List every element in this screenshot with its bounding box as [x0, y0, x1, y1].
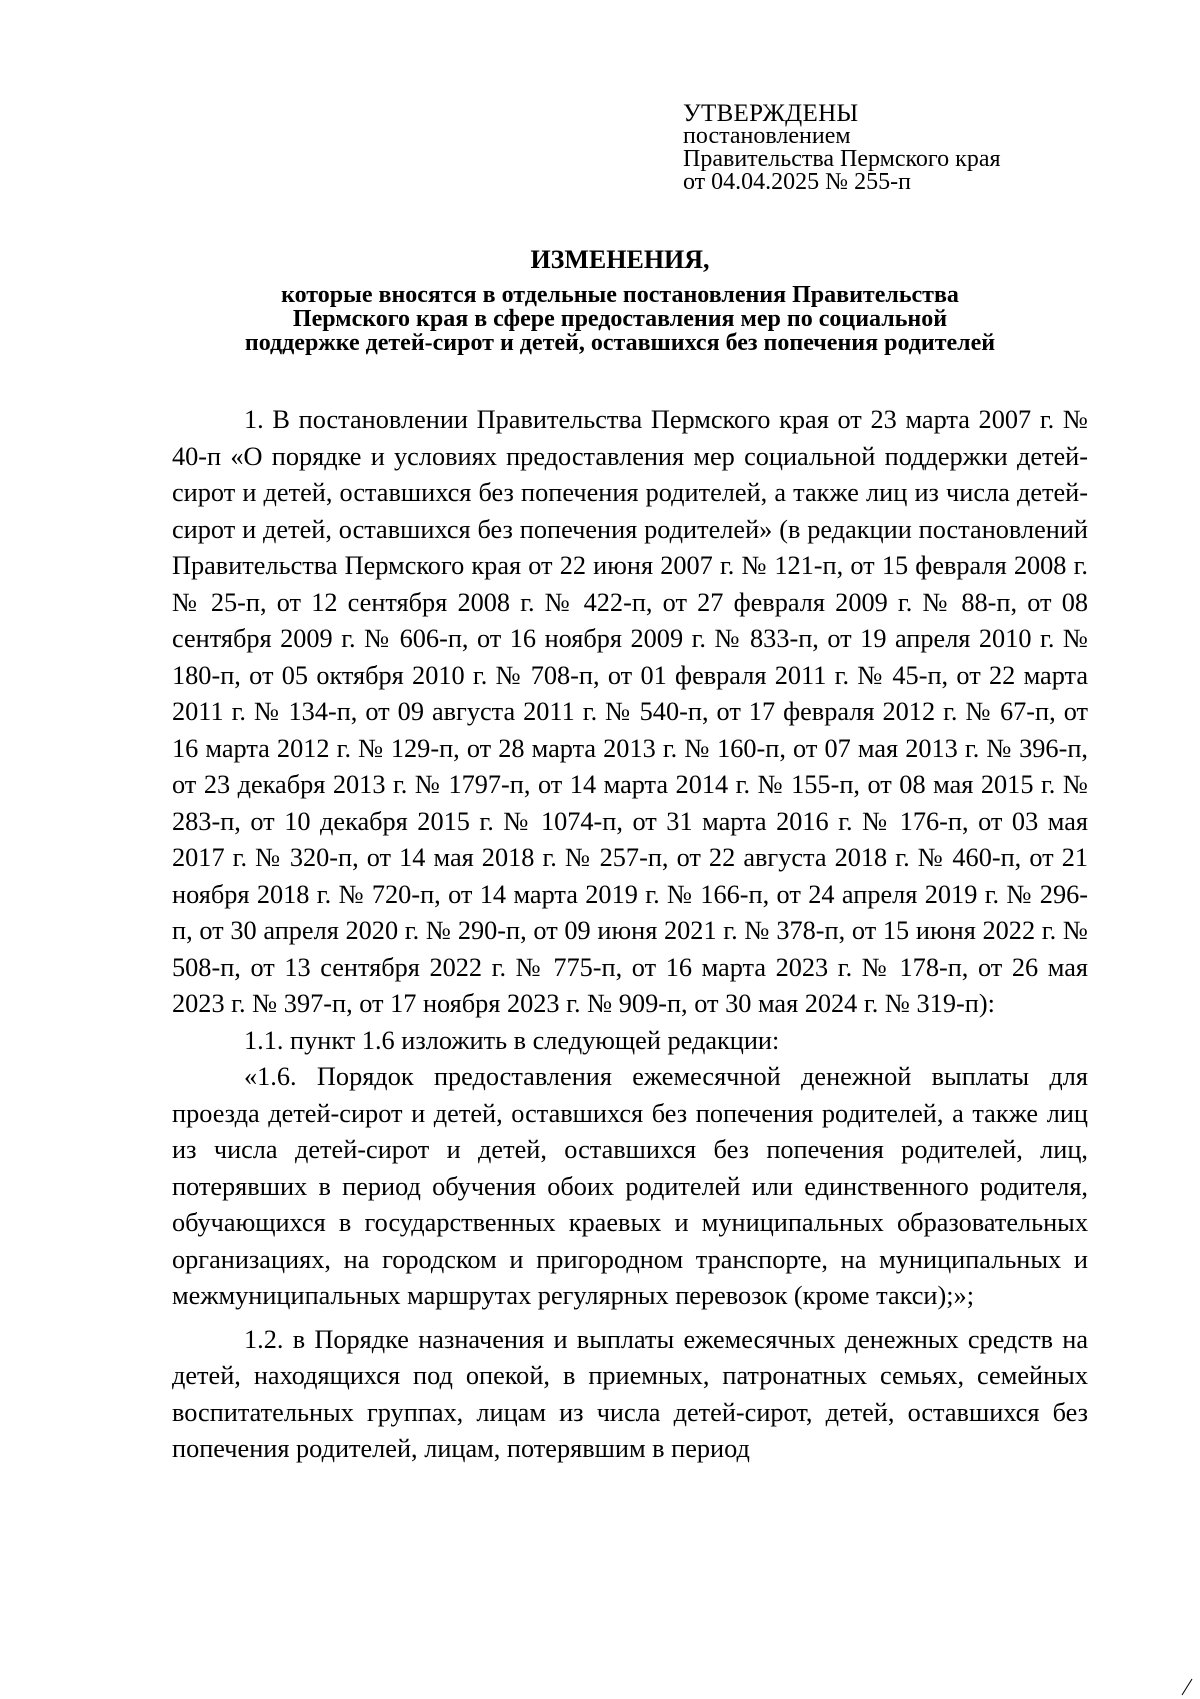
approval-stamp	[683, 102, 1103, 194]
title-main: ИЗМЕНЕНИЯ,	[530, 245, 710, 274]
title-subtitle-line-2: Пермского края в сфере предоставления мер по социальной	[292, 306, 948, 332]
approval-line-2: Правительства Пермского края	[683, 146, 1001, 172]
approval-line-1: постановлением	[683, 123, 851, 149]
approval-heading: УТВЕРЖДЕНЫ	[683, 100, 859, 127]
title-subtitle-line-3: поддержке детей-сирот и детей, оставшихся без попечения родителей	[244, 330, 996, 356]
paragraph-1-6-quote: «1.6. Порядок предоставления ежемесячной денежной выплаты для проезда детей-сирот и детей, оставшихся без попечения родителей, а также лиц из числа детей-сирот и детей, оставшихся без попечения родителей, лиц, потерявших в период обучения обоих родителей или единственного родителя, обучающихся в государственных краевых и муниципальных образовательных организациях, на городском и пригородном транспорте, на муниципальных и межмуниципальных маршрутах регулярных перевозок (кроме такси);»;	[172, 1062, 1088, 1310]
paragraph-1: 1. В постановлении Правительства Пермского края от 23 марта 2007 г. № 40-п «О порядке и условиях предоставления мер социальной поддержки детей-сирот и детей, оставшихся без попечения родителей, а также лиц из числа детей-сирот и детей, оставшихся без попечения родителей» (в редакции постановлений Правительства Пермского края от 22 июня 2007 г. № 121-п, от 15 февраля 2008 г. № 25-п, от 12 сентября 2008 г. № 422-п, от 27 февраля 2009 г. № 88-п, от 08 сентября 2009 г. № 606-п, от 16 ноября 2009 г. № 833-п, от 19 апреля 2010 г. № 180-п, от 05 октября 2010 г. № 708-п, от 01 февраля 2011 г. № 45-п, от 22 марта 2011 г. № 134-п, от 09 августа 2011 г. № 540-п, от 17 февраля 2012 г. № 67-п, от 16 марта 2012 г. № 129-п, от 28 марта 2013 г. № 160-п, от 07 мая 2013 г. № 396-п, от 23 декабря 2013 г. № 1797-п, от 14 марта 2014 г. № 155-п, от 08 мая 2015 г. № 283-п, от 10 декабря 2015 г. № 1074-п, от 31 марта 2016 г. № 176-п, от 03 мая 2017 г. № 320-п, от 14 мая 2018 г. № 257-п, от 22 августа 2018 г. № 460-п, от 21 ноября 2018 г. № 720-п, от 14 марта 2019 г. № 166-п, от 24 апреля 2019 г. № 296-п, от 30 апреля 2020 г. № 290-п, от 09 июня 2021 г. № 378-п, от 15 июня 2022 г. № 508-п, от 13 сентября 2022 г. № 775-п, от 16 марта 2023 г. № 178-п, от 26 мая 2023 г. № 397-п, от 17 ноября 2023 г. № 909-п, от 30 мая 2024 г. № 319-п):	[172, 405, 1088, 1018]
document-title	[140, 243, 1100, 355]
paragraph-1-1: 1.1. пункт 1.6 изложить в следующей редакции:	[244, 1025, 780, 1055]
paragraph-1-2: 1.2. в Порядке назначения и выплаты ежемесячных денежных средств на детей, находящихся под опекой, в приемных, патронатных семьях, семейных воспитательных группах, лицам из числа детей-сирот, детей, оставшихся без попечения родителей, лицам, потерявшим в период	[172, 1324, 1088, 1463]
title-subtitle-line-1: которые вносятся в отдельные постановления Правительства	[281, 282, 959, 308]
approval-line-3: от 04.04.2025 № 255-п	[683, 169, 911, 195]
scan-corner-mark	[1180, 1678, 1194, 1696]
document-body	[172, 402, 1088, 1468]
